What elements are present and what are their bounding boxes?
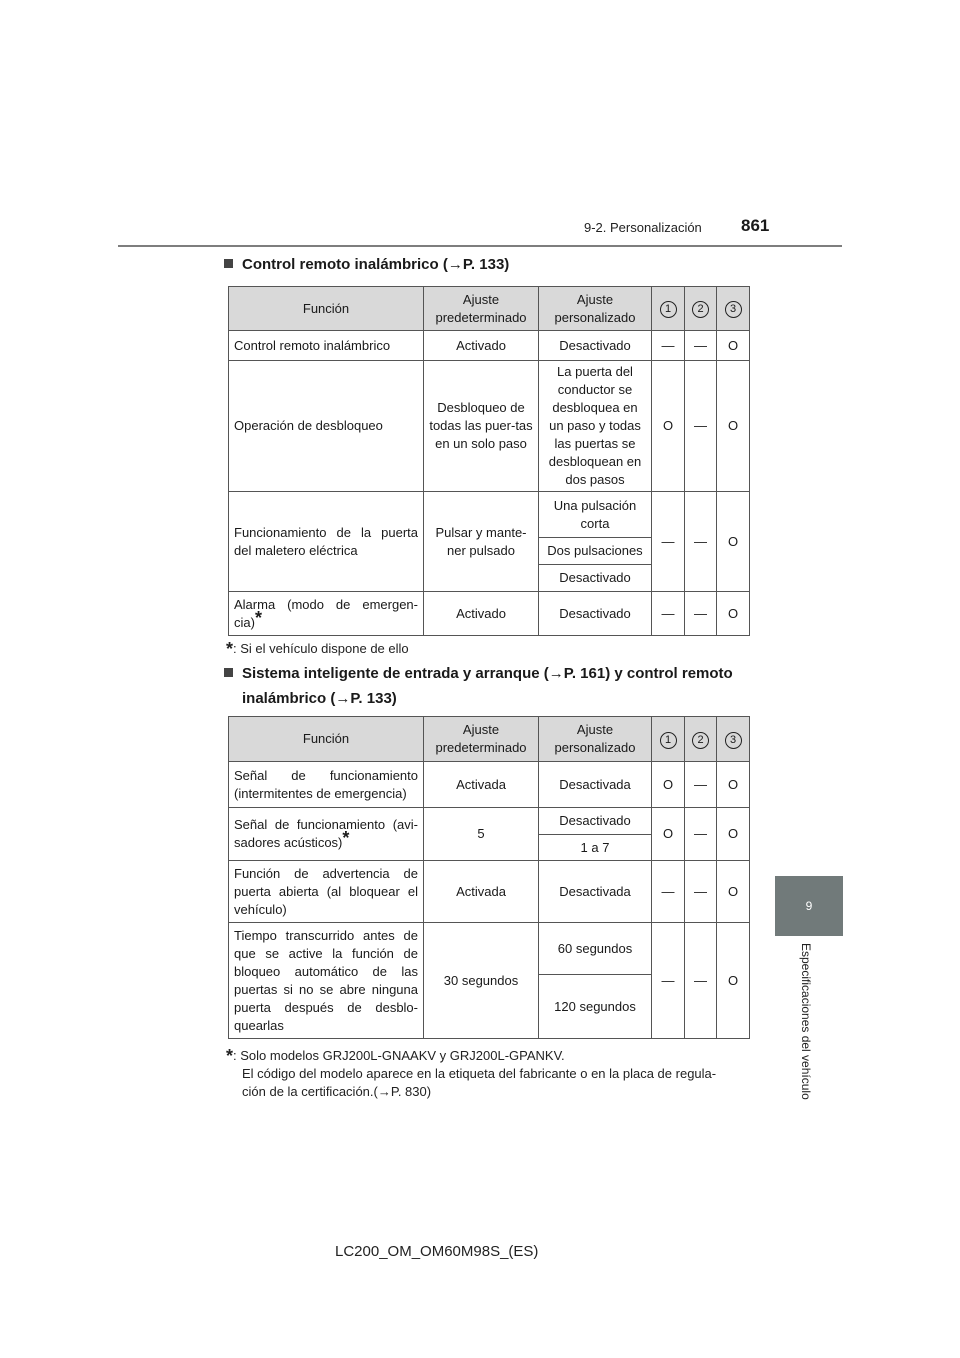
header-personalizado: Ajuste personalizado — [539, 287, 652, 331]
cell-col-1: — — [652, 861, 685, 923]
header-predeterminado: Ajuste predeterminado — [424, 287, 539, 331]
cell-col-3: O — [717, 808, 750, 861]
cell-funcion — [229, 808, 424, 861]
header-predeterminado: Ajuste predeterminado — [424, 717, 539, 762]
cell-col-2: — — [685, 861, 717, 923]
cell-predeterminado: Activada — [424, 762, 539, 808]
footnote-1-text: : Si el vehículo dispone de ello — [233, 641, 409, 656]
cell-col-2: — — [685, 361, 717, 492]
asterisk-icon: * — [226, 639, 234, 659]
cell-col-3: O — [717, 592, 750, 636]
header-col-3 — [717, 287, 750, 331]
footnote-1 — [226, 640, 409, 658]
table-wireless-remote — [228, 286, 750, 636]
header-personalizado: Ajuste personalizado — [539, 717, 652, 762]
cell-predeterminado: Desbloqueo de todas las puer-tas en un solo paso — [424, 361, 539, 492]
cell-col-3: O — [717, 361, 750, 492]
asterisk-icon: * — [226, 1046, 234, 1066]
table-header-row — [229, 717, 750, 762]
cell-col-3: O — [717, 923, 750, 1039]
cell-personalizado: La puerta del conductor se desbloquea en un paso y todas las puertas se desbloquean en dos pasos — [539, 361, 652, 492]
cell-col-3: O — [717, 331, 750, 361]
circled-3-icon: 3 — [725, 732, 742, 749]
cell-col-1: O — [652, 361, 685, 492]
cell-predeterminado: Activada — [424, 861, 539, 923]
cell-predeterminado: Activado — [424, 592, 539, 636]
header-funcion: Función — [229, 287, 424, 331]
table-row — [229, 592, 750, 636]
table-smart-entry — [228, 716, 750, 1039]
table-row — [229, 762, 750, 808]
cell-col-1: — — [652, 923, 685, 1039]
table-row — [229, 492, 750, 538]
cell-funcion: Control remoto inalámbrico — [229, 331, 424, 361]
header-col-2 — [685, 287, 717, 331]
chapter-tab: 9 — [775, 876, 843, 936]
cell-funcion-text: Señal de funcionamiento (avi-sadores acústicos) — [234, 817, 418, 850]
footnote-2-line1: : Solo modelos GRJ200L-GNAAKV y GRJ200L-GPANKV. — [233, 1048, 565, 1063]
table-header-row — [229, 287, 750, 331]
cell-funcion-text: Alarma (modo de emergen-cia) — [234, 596, 418, 630]
cell-predeterminado: Pulsar y mante-ner pulsado — [424, 492, 539, 592]
header-col-1 — [652, 717, 685, 762]
cell-col-2: — — [685, 808, 717, 861]
circled-2-icon: 2 — [692, 301, 709, 318]
footnote-2-cont — [226, 1065, 716, 1083]
cell-personalizado-option: Desactivado — [539, 808, 652, 835]
chapter-label: Especificaciones del vehículo — [799, 943, 813, 1100]
cell-col-1: — — [652, 592, 685, 636]
header-rule — [118, 245, 842, 247]
circled-2-icon: 2 — [692, 732, 709, 749]
cell-funcion: Operación de desbloqueo — [229, 361, 424, 492]
circled-1-icon: 1 — [660, 301, 677, 318]
cell-funcion: Función de advertencia de puerta abierta (al bloquear el vehículo) — [229, 861, 424, 923]
header-col-2 — [685, 717, 717, 762]
table-row — [229, 361, 750, 492]
cell-personalizado: Desactivada — [539, 861, 652, 923]
cell-predeterminado: 30 segundos — [424, 923, 539, 1039]
cell-personalizado-option: 1 a 7 — [539, 835, 652, 861]
square-bullet-icon — [224, 668, 233, 677]
cell-col-2: — — [685, 762, 717, 808]
circled-1-icon: 1 — [660, 732, 677, 749]
cell-col-3: O — [717, 861, 750, 923]
circled-3-icon: 3 — [725, 301, 742, 318]
cell-col-2: — — [685, 492, 717, 592]
section1-title: Control remoto inalámbrico (→P. 133) — [242, 256, 510, 273]
cell-col-3: O — [717, 492, 750, 592]
square-bullet-icon — [224, 259, 233, 268]
cell-col-1: O — [652, 808, 685, 861]
table-row — [229, 861, 750, 923]
cell-funcion: Funcionamiento de la puerta del maletero eléctrica — [229, 492, 424, 592]
cell-col-1: O — [652, 762, 685, 808]
section2-title-line2: inalámbrico (→P. 133) — [242, 690, 397, 707]
page-number: 861 — [741, 216, 770, 235]
cell-personalizado-option: Dos pulsaciones — [539, 538, 652, 565]
cell-col-1: — — [652, 331, 685, 361]
cell-personalizado-option: 60 segundos — [539, 923, 652, 975]
cell-funcion — [229, 592, 424, 636]
cell-funcion: Tiempo transcurrido antes de que se active la función de bloqueo automático de las puertas si no se abre ninguna puerta después de desblo-quearlas — [229, 923, 424, 1039]
cell-personalizado-option: 120 segundos — [539, 975, 652, 1039]
footnote-2-cont — [226, 1083, 431, 1101]
header-col-1 — [652, 287, 685, 331]
section2-heading — [224, 663, 733, 685]
cell-personalizado: Desactivado — [539, 592, 652, 636]
cell-col-3: O — [717, 762, 750, 808]
cell-personalizado-option: Desactivado — [539, 565, 652, 592]
section1-heading — [224, 254, 509, 276]
table-row — [229, 808, 750, 835]
section2-heading-cont — [224, 688, 397, 710]
header-col-3 — [717, 717, 750, 762]
footnote-2-line3: ción de la certificación.(→P. 830) — [242, 1084, 432, 1099]
asterisk-icon: * — [342, 828, 350, 848]
cell-predeterminado: Activado — [424, 331, 539, 361]
cell-predeterminado: 5 — [424, 808, 539, 861]
section2-title-line1: Sistema inteligente de entrada y arranque (→P. 161) y control remoto — [242, 665, 733, 682]
footnote-2 — [226, 1047, 565, 1065]
cell-personalizado-option: Una pulsación corta — [539, 492, 652, 538]
cell-personalizado: Desactivada — [539, 762, 652, 808]
section-title: 9-2. Personalización — [584, 220, 702, 235]
cell-col-2: — — [685, 923, 717, 1039]
footnote-2-line2: El código del modelo aparece en la etiqueta del fabricante o en la placa de regula- — [242, 1066, 717, 1081]
cell-funcion: Señal de funcionamiento (intermitentes de emergencia) — [229, 762, 424, 808]
cell-col-2: — — [685, 331, 717, 361]
cell-personalizado: Desactivado — [539, 331, 652, 361]
table-row — [229, 331, 750, 361]
cell-col-1: — — [652, 492, 685, 592]
cell-col-2: — — [685, 592, 717, 636]
table-row — [229, 923, 750, 975]
header-funcion: Función — [229, 717, 424, 762]
footer-code: LC200_OM_OM60M98S_(ES) — [335, 1243, 539, 1260]
asterisk-icon: * — [254, 607, 262, 628]
